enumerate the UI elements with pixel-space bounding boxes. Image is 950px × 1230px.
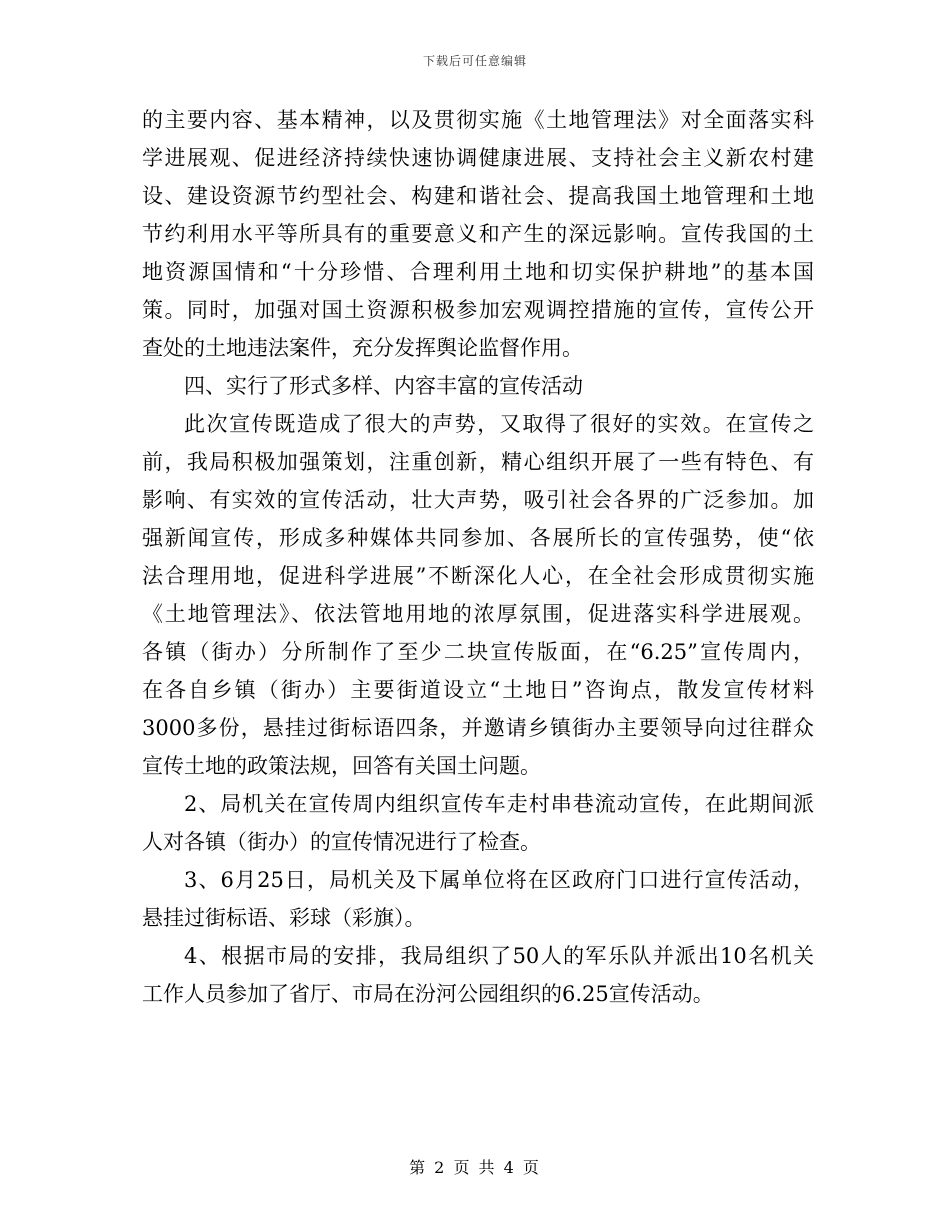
text-line: 影响、有实效的宣传活动，壮大声势，吸引社会各界的广泛参加。加	[142, 488, 814, 512]
text-line: 查处的土地违法案件，充分发挥舆论监督作用。	[142, 336, 583, 360]
text-line: 各镇（街办）分所制作了至少二块宣传版面，在“6.25”宣传周内，	[142, 640, 814, 664]
section-heading: 四、实行了形式多样、内容丰富的宣传活动	[184, 374, 583, 398]
list-item-4: 4、根据市局的安排，我局组织了50人的军乐队并派出10名机关	[184, 944, 814, 968]
text-line: 《土地管理法》、依法管地用地的浓厚氛围，促进落实科学进展观。	[142, 602, 814, 626]
text-line: 前，我局积极加强策划，注重创新，精心组织开展了一些有特色、有	[142, 450, 814, 474]
document-body	[142, 101, 814, 1013]
text-line: 地资源国情和“十分珍惜、合理利用土地和切实保护耕地”的基本国	[142, 260, 814, 284]
text-line: 学进展观、促进经济持续快速协调健康进展、支持社会主义新农村建	[142, 146, 814, 170]
text-line: 人对各镇（街办）的宣传情况进行了检查。	[142, 830, 541, 854]
text-line: 3000多份，悬挂过街标语四条，并邀请乡镇街办主要领导向过往群众	[142, 716, 814, 740]
text-line: 工作人员参加了省厅、市局在汾河公园组织的6.25宣传活动。	[142, 982, 714, 1006]
text-line: 策。同时，加强对国土资源积极参加宏观调控措施的宣传，宣传公开	[142, 298, 814, 322]
text-line: 强新闻宣传，形成多种媒体共同参加、各展所长的宣传强势，使“依	[142, 526, 814, 550]
page-number: 第 2 页 共 4 页	[409, 1158, 541, 1177]
text-line: 在各自乡镇（街办）主要街道设立“土地日”咨询点，散发宣传材料	[142, 678, 814, 702]
text-line: 设、建设资源节约型社会、构建和谐社会、提高我国土地管理和土地	[142, 184, 814, 208]
text-line: 悬挂过街标语、彩球（彩旗）。	[142, 906, 426, 930]
list-item-2: 2、局机关在宣传周内组织宣传车走村串巷流动宣传，在此期间派	[184, 792, 814, 816]
text-line: 此次宣传既造成了很大的声势，又取得了很好的实效。在宣传之	[184, 412, 814, 436]
text-line: 的主要内容、基本精神，以及贯彻实施《土地管理法》对全面落实科	[142, 108, 814, 132]
text-line: 法合理用地，促进科学进展”不断深化人心，在全社会形成贯彻实施	[142, 564, 814, 588]
text-line: 节约利用水平等所具有的重要意义和产生的深远影响。宣传我国的土	[142, 222, 814, 246]
text-line: 宣传土地的政策法规，回答有关国土问题。	[142, 754, 541, 778]
list-item-3: 3、6月25日，局机关及下属单位将在区政府门口进行宣传活动，	[184, 868, 814, 892]
page-header: 下载后可任意编辑	[422, 54, 527, 68]
